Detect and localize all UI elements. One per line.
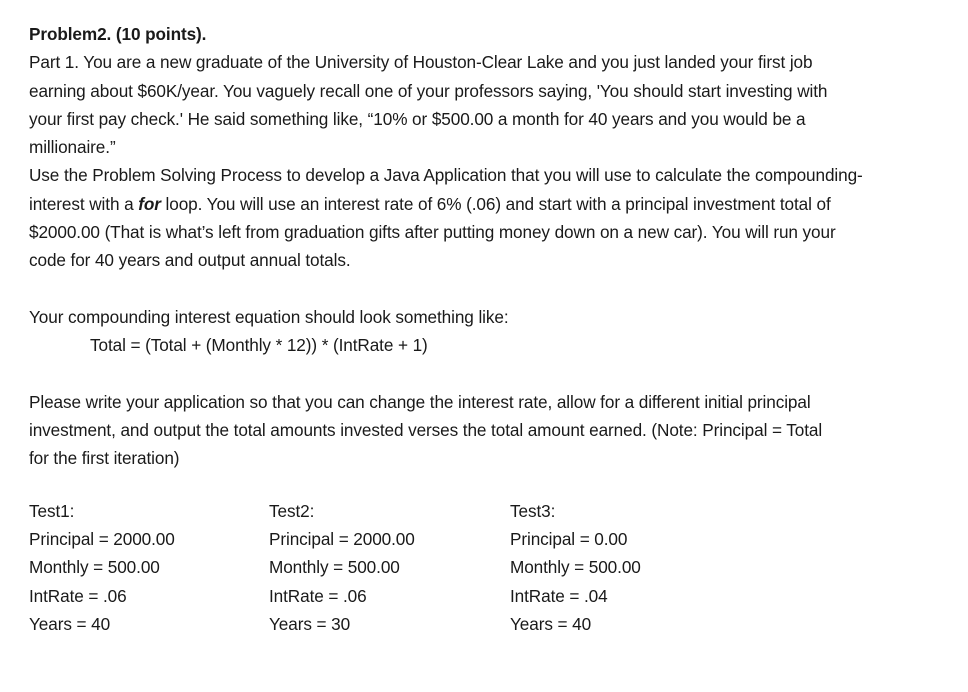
equation-intro: Your compounding interest equation should look something like: (29, 306, 509, 327)
test-int-rate: IntRate = .06 (29, 585, 127, 606)
spacer (29, 275, 949, 303)
test-case-3 (510, 497, 740, 638)
instructions-line-3: for the first iteration) (29, 448, 180, 469)
problem-document (29, 20, 949, 473)
part1-line-4: millionaire.” (29, 137, 116, 158)
test-case-1 (29, 497, 259, 638)
test-years: Years = 30 (269, 613, 351, 634)
test-monthly: Monthly = 500.00 (510, 557, 641, 578)
part1-line-5: Use the Problem Solving Process to develop a Java Application that you will use to calculate the compounding- (29, 165, 863, 186)
part1-line-7: $2000.00 (That is what’s left from graduation gifts after putting money down on a new car). You will run your (29, 222, 836, 243)
test-principal: Principal = 2000.00 (29, 529, 175, 550)
test-int-rate: IntRate = .06 (269, 585, 367, 606)
instructions-line-1: Please write your application so that you can change the interest rate, allow for a different initial principal (29, 391, 811, 412)
part1-line-6-after: loop. You will use an interest rate of 6% (.06) and start with a principal investment total of (160, 193, 831, 214)
test-years: Years = 40 (510, 613, 592, 634)
part1-line-8: code for 40 years and output annual totals. (29, 250, 351, 271)
spacer (29, 360, 949, 388)
part1-line-6-before: interest with a (29, 193, 139, 214)
part1-line-2: earning about $60K/year. You vaguely recall one of your professors saying, 'You should start investing with (29, 80, 828, 101)
part1-line-1: Part 1. You are a new graduate of the University of Houston-Clear Lake and you just landed your first job (29, 52, 813, 73)
test-principal: Principal = 2000.00 (269, 529, 415, 550)
problem-heading: Problem2. (10 points). (29, 24, 207, 44)
test-label: Test2: (269, 501, 315, 521)
test-monthly: Monthly = 500.00 (269, 557, 400, 578)
part1-line-3: your first pay check.' He said something like, “10% or $500.00 a month for 40 years and you would be a (29, 108, 806, 129)
test-monthly: Monthly = 500.00 (29, 557, 160, 578)
for-keyword: for (138, 193, 161, 214)
test-years: Years = 40 (29, 613, 111, 634)
test-case-2 (269, 497, 499, 638)
test-cases (29, 497, 929, 657)
instructions-line-2: investment, and output the total amounts invested verses the total amount earned. (Note: Principal = Total (29, 420, 823, 441)
equation-formula: Total = (Total + (Monthly * 12)) * (IntRate + 1) (90, 335, 428, 356)
test-principal: Principal = 0.00 (510, 529, 628, 550)
test-label: Test1: (29, 501, 75, 521)
part1-line-6 (29, 190, 949, 218)
test-int-rate: IntRate = .04 (510, 585, 608, 606)
test-label: Test3: (510, 501, 556, 521)
